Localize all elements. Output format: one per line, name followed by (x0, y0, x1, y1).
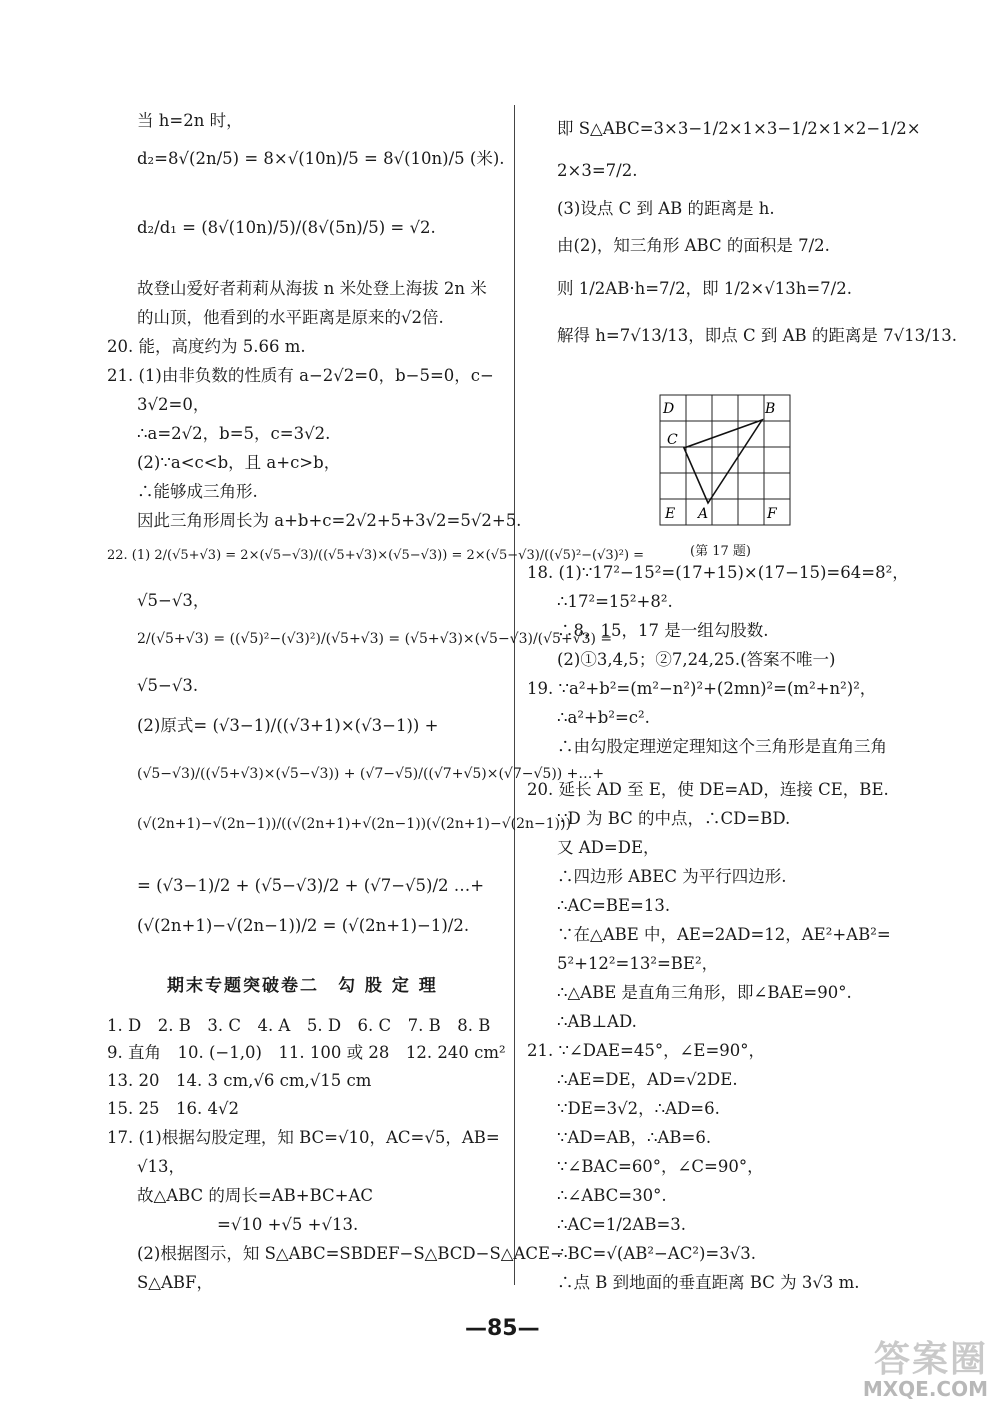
label-e: E (665, 506, 676, 522)
text-line: 则 1/2AB·h=7/2，即 1/2×√13h=7/2. (557, 279, 852, 298)
label-b: B (765, 401, 776, 417)
label-a: A (698, 506, 709, 522)
text-line: √5−√3， (137, 591, 210, 610)
answer-line: 13. 20 14. 3 cm,√6 cm,√15 cm (107, 1071, 372, 1090)
text-line: 5²+12²=13²=BE²， (557, 954, 719, 973)
text-line: ∴a=2√2，b=5，c=3√2. (137, 424, 331, 443)
text-line: ∴△ABE 是直角三角形，即∠BAE=90°. (557, 983, 852, 1002)
text-line: ∴由勾股定理逆定理知这个三角形是直角三角 (557, 737, 887, 756)
text-line: d₂=8√(2n/5) = 8×√(10n)/5 = 8√(10n)/5 (米). (137, 149, 505, 168)
text-line: = (√3−1)/2 + (√5−√3)/2 + (√7−√5)/2 …+ (137, 876, 485, 895)
text-line: 21. (1)由非负数的性质有 a−2√2=0，b−5=0，c− (107, 366, 494, 385)
text-line: ∴AC=1/2AB=3. (557, 1215, 687, 1234)
text-line: ∴17²=15²+8². (557, 592, 673, 611)
text-line: 22. (1) 2/(√5+√3) = 2×(√5−√3)/((√5+√3)×(√5−√3)) = 2×(√5−√3)/((√5)²−(√3)²) = (107, 548, 645, 563)
answer-line: √13， (137, 1157, 186, 1176)
text-line: (2)∵a<c<b，且 a+c>b， (137, 453, 341, 472)
answer-line: (2)根据图示，知 S△ABC=SBDEF−S△BCD−S△ACE− (137, 1244, 564, 1263)
watermark-logo: 答案圈 (873, 1339, 988, 1380)
text-line: 因此三角形周长为 a+b+c=2√2+5+3√2=5√2+5. (137, 511, 522, 530)
text-line: ∵D 为 BC 的中点，∴CD=BD. (557, 809, 791, 828)
text-line: 20. 能，高度约为 5.66 m. (107, 337, 306, 356)
text-line: ∴四边形 ABEC 为平行四边形. (557, 867, 787, 886)
text-line: 19. ∵a²+b²=(m²−n²)²+(2mn)²=(m²+n²)²， (527, 679, 877, 698)
text-line: ∵DE=3√2，∴AD=6. (557, 1099, 720, 1118)
text-line: ∴能够成三角形. (137, 482, 258, 501)
column-divider (514, 105, 515, 1285)
text-line: (√(2n+1)−√(2n−1))/((√(2n+1)+√(2n−1))(√(2n+1)−√(2n−1))) (137, 816, 572, 832)
text-line: 20. 延长 AD 至 E，使 DE=AD，连接 CE，BE. (527, 780, 889, 799)
text-line: 21. ∵∠DAE=45°，∠E=90°， (527, 1041, 766, 1060)
section-title: 期末专题突破卷二 勾 股 定 理 (167, 976, 438, 996)
text-line: √5−√3. (137, 676, 199, 695)
text-line: 即 S△ABC=3×3−1/2×1×3−1/2×1×2−1/2× (557, 119, 921, 138)
watermark (858, 1331, 988, 1401)
text-line: (2)原式= (√3−1)/((√3+1)×(√3−1)) + (137, 716, 439, 735)
answer-line: 17. (1)根据勾股定理，知 BC=√10，AC=√5，AB= (107, 1128, 500, 1147)
text-line: ∴AE=DE，AD=√2DE. (557, 1070, 738, 1089)
text-line: 2×3=7/2. (557, 161, 638, 180)
answer-line: 9. 直角 10. (−1,0) 11. 100 或 28 12. 240 cm² (107, 1043, 506, 1062)
label-c: C (667, 432, 678, 448)
page-number: —85— (465, 1316, 540, 1341)
text-line: (2)①3,4,5；②7,24,25.(答案不唯一) (557, 650, 836, 669)
triangle-abc (684, 420, 762, 503)
text-line: 3√2=0， (137, 395, 210, 414)
text-line: (√(2n+1)−√(2n−1))/2 = (√(2n+1)−1)/2. (137, 916, 470, 935)
text-line: (√5−√3)/((√5+√3)×(√5−√3)) + (√7−√5)/((√7+√5)×(√7−√5)) +…+ (137, 766, 605, 782)
text-line: 18. (1)∵17²−15²=(17+15)×(17−15)=64=8²， (527, 563, 909, 582)
text-line: ∵AD=AB，∴AB=6. (557, 1128, 712, 1147)
answer-line: =√10 +√5 +√13. (217, 1215, 359, 1234)
text-line: ∴a²+b²=c². (557, 708, 650, 727)
text-line: ∴BC=√(AB²−AC²)=3√3. (557, 1244, 756, 1263)
text-line: 的山顶，他看到的水平距离是原来的√2倍. (137, 308, 444, 327)
answer-line: S△ABF， (137, 1273, 213, 1292)
answer-line: 15. 25 16. 4√2 (107, 1099, 239, 1118)
text-line: ∵在△ABE 中，AE=2AD=12，AE²+AB²= (557, 925, 891, 944)
grid-figure (655, 390, 795, 532)
text-line: ∴8，15，17 是一组勾股数. (557, 621, 769, 640)
label-f: F (767, 506, 777, 522)
answer-line: 1. D 2. B 3. C 4. A 5. D 6. C 7. B 8. B (107, 1016, 491, 1035)
text-line: ∴AB⊥AD. (557, 1012, 637, 1031)
text-line: (3)设点 C 到 AB 的距离是 h. (557, 199, 775, 218)
text-line: 故登山爱好者莉莉从海拔 n 米处登上海拔 2n 米 (137, 279, 487, 298)
answer-line: 故△ABC 的周长=AB+BC+AC (137, 1186, 374, 1205)
text-line: ∵∠BAC=60°，∠C=90°， (557, 1157, 764, 1176)
text-line: ∴点 B 到地面的垂直距离 BC 为 3√3 m. (557, 1273, 860, 1292)
text-line: 2/(√5+√3) = ((√5)²−(√3)²)/(√5+√3) = (√5+√3)×(√5−√3)/(√5+√3) = (137, 631, 613, 647)
text-line: 又 AD=DE， (557, 838, 660, 857)
text-line: d₂/d₁ = (8√(10n)/5)/(8√(5n)/5) = √2. (137, 218, 436, 237)
watermark-site: MXQE.COM (862, 1377, 988, 1401)
text-line: 解得 h=7√13/13，即点 C 到 AB 的距离是 7√13/13. (557, 326, 957, 345)
text-line: 由(2)，知三角形 ABC 的面积是 7/2. (557, 236, 830, 255)
label-d: D (663, 401, 675, 417)
text-line: ∴∠ABC=30°. (557, 1186, 667, 1205)
text-line: ∴AC=BE=13. (557, 896, 671, 915)
figure-caption: (第 17 题) (690, 544, 751, 559)
text-line: 当 h=2n 时， (137, 111, 243, 130)
